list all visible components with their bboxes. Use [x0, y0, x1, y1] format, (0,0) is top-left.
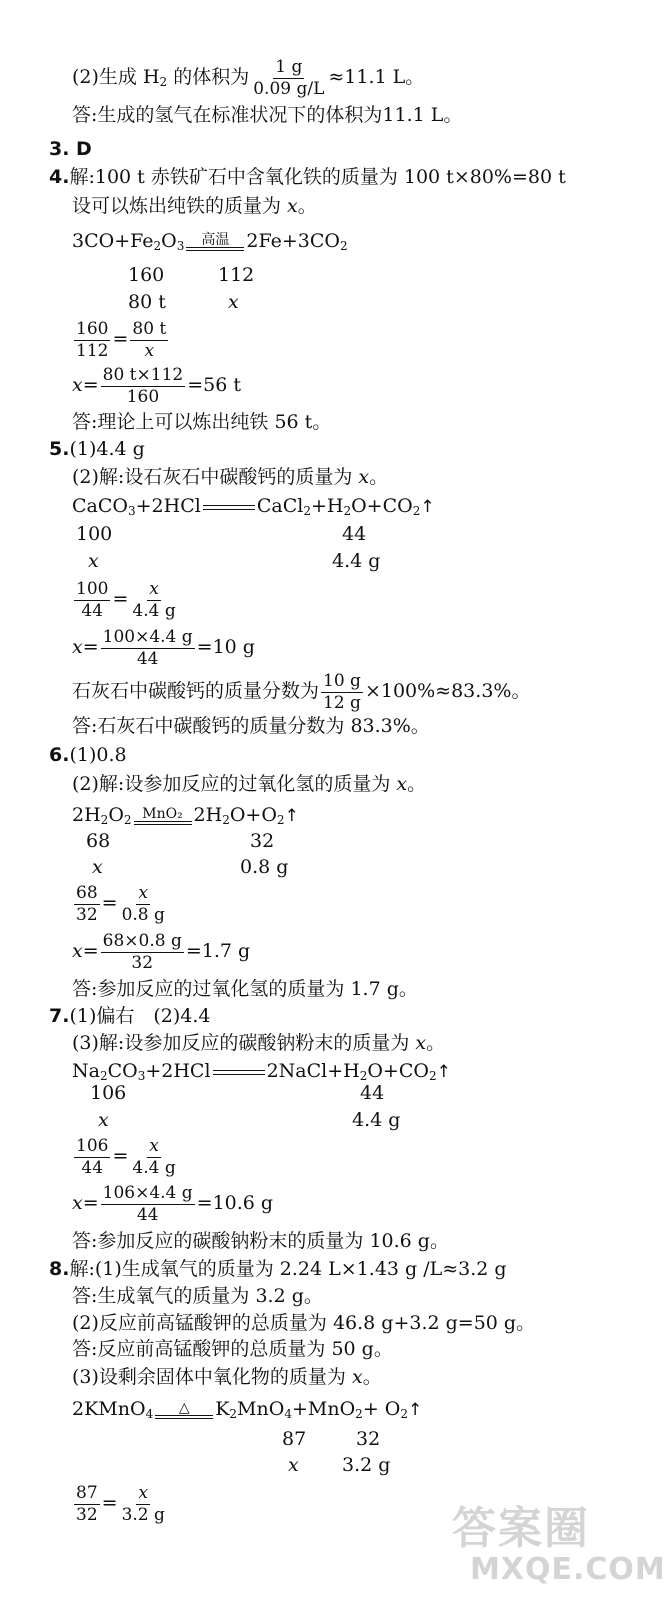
q8-mass-mno2: 87	[282, 1428, 307, 1450]
q6-mass-o2: 32	[250, 830, 275, 852]
q4-assumption: 设可以炼出纯铁的质量为 x。	[72, 195, 317, 217]
q8-assumption: (3)设剩余固体中氧化物的质量为 x。	[72, 1366, 382, 1388]
question-3: 3. D	[49, 138, 92, 160]
line-h2-volume: (2)生成 $H_2$ 的体积为 $\frac{1 g}{0.09 g/L}$ ≈11.1 L。	[72, 57, 425, 99]
q8-actual-o2: 3.2 g	[342, 1454, 391, 1476]
q6-result: x= $\frac{68\times 0.8 g}{32}$ =1.7 g	[72, 931, 251, 973]
q5-actual-co2: 4.4 g	[332, 550, 381, 572]
q4-result: x= $\frac{80 t\times 112}{160}$ =56 t	[72, 365, 241, 407]
q8-equation: 2KMnO$_4$ △ $K_2MnO_4+MnO_2+$ $O_2↑$	[72, 1398, 423, 1421]
q5-percentage: 石灰石中碳酸钙的质量分数为 $\frac{10 g}{12 g}$ ×100%≈83.3%。	[72, 671, 531, 713]
q4-answer: 答:理论上可以炼出纯铁 56 t。	[72, 411, 332, 433]
q5-equation: CaCO$_3$+2HCl $CaCl_2+H_2O+CO_2↑$	[72, 495, 435, 518]
q4-unknown: x	[228, 291, 239, 313]
q7-assumption: (3)解:设参加反应的碳酸钠粉末的质量为 x。	[72, 1032, 446, 1054]
gas-arrow-icon: ↑	[408, 1400, 423, 1420]
q6-proportion: $\frac{68}{32}$ = $\frac{x}{0.8 g}$	[76, 883, 165, 925]
reaction-condition: 高温	[186, 233, 244, 251]
question-4: 4.解:100 t 赤铁矿石中含氧化铁的质量为 100 t×80%=80 t	[49, 166, 566, 188]
q7-actual-co2: 4.4 g	[352, 1109, 401, 1131]
gas-arrow-icon: ↑	[284, 806, 299, 826]
fraction: $\frac{1 g}{0.09 g/L}$	[253, 57, 325, 99]
q6-equation: $2H_2O_2$ MnO₂ $2H_2O+O_2↑$	[72, 804, 299, 827]
q7-result: x= $\frac{106\times 4.4 g}{44}$ =10.6 g	[72, 1183, 274, 1225]
watermark-site: MXQE.COM	[470, 1552, 666, 1587]
reaction-condition: MnO₂	[134, 807, 192, 825]
q7-answer: 答:参加反应的碳酸钠粉末的质量为 10.6 g。	[72, 1230, 449, 1252]
q6-answer: 答:参加反应的过氧化氢的质量为 1.7 g。	[72, 978, 418, 1000]
answer-h2: 答:生成的氢气在标准状况下的体积为11.1 L。	[72, 104, 463, 126]
q8-part-2: (2)反应前高锰酸钾的总质量为 46.8 g+3.2 g=50 g。	[72, 1312, 536, 1334]
q5-assumption: (2)解:设石灰石中碳酸钙的质量为 x。	[72, 466, 389, 488]
heat-triangle-icon: △	[178, 1400, 190, 1416]
q6-assumption: (2)解:设参加反应的过氧化氢的质量为 x。	[72, 773, 427, 795]
q5-proportion: $\frac{100}{44}$ = $\frac{x}{4.4 g}$	[76, 579, 176, 621]
q8-unknown: x	[288, 1454, 299, 1476]
q8-mass-o2: 32	[356, 1428, 381, 1450]
gas-arrow-icon: ↑	[436, 1062, 451, 1082]
reaction-condition	[155, 1401, 213, 1419]
q6-mass-h2o2: 68	[86, 830, 111, 852]
q4-proportion: $\frac{160}{112}$ = $\frac{80 t}{x}$	[76, 319, 167, 361]
q7-mass-na2co3: 106	[90, 1082, 127, 1104]
q8-answer-2: 答:反应前高锰酸钾的总质量为 50 g。	[72, 1338, 393, 1360]
q4-equation: $3CO+Fe_2O_3$ 高温 $2Fe+3CO_2$	[72, 230, 348, 253]
q7-mass-co2: 44	[360, 1082, 385, 1104]
q6-actual-o2: 0.8 g	[240, 856, 289, 878]
q5-unknown: x	[88, 550, 99, 572]
q5-mass-co2: 44	[342, 523, 367, 545]
question-5: 5.(1)4.4 g	[49, 438, 145, 460]
question-7: 7.(1)偏右 (2)4.4	[49, 1005, 211, 1027]
q8-proportion: $\frac{87}{32}$ = $\frac{x}{3.2 g}$	[76, 1483, 165, 1525]
q7-equation: $Na_2CO_3+2HCl$ $2NaCl+H_2O+CO_2↑$	[72, 1060, 451, 1083]
q6-unknown: x	[92, 856, 103, 878]
q8-answer-1: 答:生成氧气的质量为 3.2 g。	[72, 1285, 323, 1307]
q4-mass-fe2o3: 160	[128, 264, 165, 286]
q7-proportion: $\frac{106}{44}$ = $\frac{x}{4.4 g}$	[76, 1136, 176, 1178]
question-8: 8.解:(1)生成氧气的质量为 2.24 L×1.43 g /L≈3.2 g	[49, 1258, 507, 1280]
question-6: 6.(1)0.8	[49, 744, 127, 766]
q4-mass-fe: 112	[218, 264, 255, 286]
watermark-logo: 答案圈	[452, 1503, 590, 1554]
q5-result: x= $\frac{100\times 4.4 g}{44}$ =10 g	[72, 627, 255, 669]
q4-actual-fe2o3: 80 t	[128, 291, 166, 313]
q7-unknown: x	[98, 1109, 109, 1131]
gas-arrow-icon: ↑	[420, 497, 435, 517]
q5-mass-caco3: 100	[76, 523, 113, 545]
q5-answer: 答:石灰石中碳酸钙的质量分数为 83.3%。	[72, 715, 430, 737]
